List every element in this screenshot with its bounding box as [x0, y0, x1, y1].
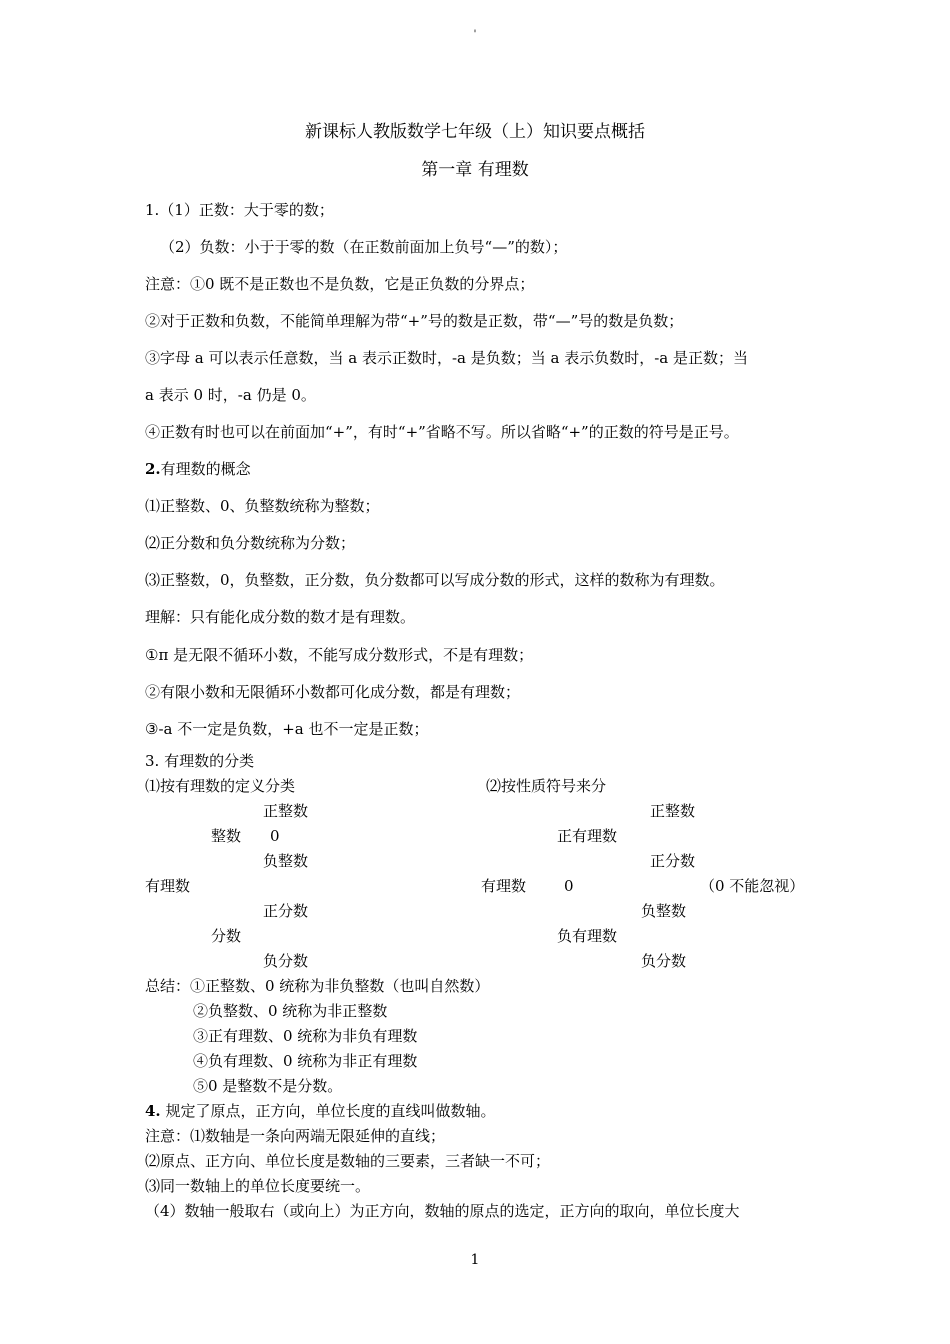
left-tree-root: 有理数 [145, 877, 191, 895]
s1-note3b: a 表示 0 时，-a 仍是 0。 [145, 386, 316, 404]
s3-left-title: ⑴按有理数的定义分类 [145, 777, 296, 795]
s1-line2: （2）负数：小于于零的数（在正数前面加上负号“—”的数）； [160, 238, 568, 256]
s1-note4: ④正数有时也可以在前面加“+”，有时“+”省略不写。所以省略“+”的正数的符号是正号。 [145, 423, 739, 441]
right-tree-neg-frac: 负分数 [641, 952, 687, 970]
s4-note1: 注意：⑴数轴是一条向两端无限延伸的直线； [145, 1127, 446, 1145]
s2-p1: ⑴正整数、0、负整数统称为整数； [145, 497, 380, 515]
right-tree-zero: 0 [564, 877, 574, 895]
s2-num: 2. [145, 460, 161, 478]
s3-heading: 3. 有理数的分类 [145, 752, 255, 770]
summary-item-1: 总结：①正整数、0 统称为非负整数（也叫自然数） [145, 977, 490, 995]
s1-line1: 1.（1）正数：大于零的数； [145, 201, 334, 219]
s2-p3: ⑶正整数，0，负整数，正分数，负分数都可以写成分数的形式，这样的数称为有理数。 [145, 571, 725, 589]
s1-note3a: ③字母 a 可以表示任意数，当 a 表示正数时，-a 是负数；当 a 表示负数时，-a 是正数；当 [145, 349, 748, 367]
left-tree-zero: 0 [270, 827, 280, 845]
right-tree-pos-rat: 正有理数 [557, 827, 618, 845]
s2-p2: ⑵正分数和负分数统称为分数； [145, 534, 356, 552]
document-title: 新课标人教版数学七年级（上）知识要点概括 [305, 122, 645, 142]
s4-num: 4. [145, 1102, 161, 1120]
summary-item-3: ③正有理数、0 统称为非负有理数 [193, 1027, 418, 1045]
s4-note2: ⑵原点、正方向、单位长度是数轴的三要素，三者缺一不可； [145, 1152, 551, 1170]
s2-understand: 理解：只有能化成分数的数才是有理数。 [145, 608, 416, 626]
s2-heading [145, 462, 251, 477]
s1-note1: 注意：①0 既不是正数也不是负数，它是正负数的分界点； [145, 275, 535, 293]
s4-note3: ⑶同一数轴上的单位长度要统一。 [145, 1177, 371, 1195]
s4-text: 规定了原点，正方向，单位长度的直线叫做数轴。 [160, 1102, 496, 1120]
s3-right-title: ⑵按性质符号来分 [486, 777, 607, 795]
s2-u2: ②有限小数和无限循环小数都可化成分数，都是有理数； [145, 683, 521, 701]
right-tree-zero-note: （0 不能忽视） [700, 877, 805, 895]
s4-note4: （4）数轴一般取右（或向上）为正方向，数轴的原点的选定，正方向的取向，单位长度大 [145, 1202, 740, 1220]
left-tree-neg-frac: 负分数 [263, 952, 309, 970]
page-number: 1 [470, 1252, 480, 1268]
left-tree-pos-int: 正整数 [263, 802, 309, 820]
left-tree-pos-frac: 正分数 [263, 902, 309, 920]
summary-item-2: ②负整数、0 统称为非正整数 [193, 1002, 388, 1020]
summary-item-5: ⑤0 是整数不是分数。 [193, 1077, 343, 1095]
right-tree-root: 有理数 [481, 877, 527, 895]
right-tree-pos-int: 正整数 [650, 802, 696, 820]
s2-heading-text: 有理数的概念 [160, 460, 251, 478]
left-tree-integer: 整数 [211, 827, 242, 845]
s4-heading [145, 1104, 495, 1119]
s2-u1: ①π 是无限不循环小数，不能写成分数形式，不是有理数； [145, 646, 534, 664]
s2-u3: ③-a 不一定是负数，+a 也不一定是正数； [145, 720, 429, 738]
left-tree-fraction: 分数 [211, 927, 242, 945]
right-tree-neg-int: 负整数 [641, 902, 687, 920]
summary-item-4: ④负有理数、0 统称为非正有理数 [193, 1052, 418, 1070]
chapter-title: 第一章 有理数 [421, 160, 529, 180]
right-tree-neg-rat: 负有理数 [557, 927, 618, 945]
header-mark: ' [473, 29, 477, 40]
s1-note2: ②对于正数和负数，不能简单理解为带“+”号的数是正数，带“—”号的数是负数； [145, 312, 684, 330]
right-tree-pos-frac: 正分数 [650, 852, 696, 870]
left-tree-neg-int: 负整数 [263, 852, 309, 870]
